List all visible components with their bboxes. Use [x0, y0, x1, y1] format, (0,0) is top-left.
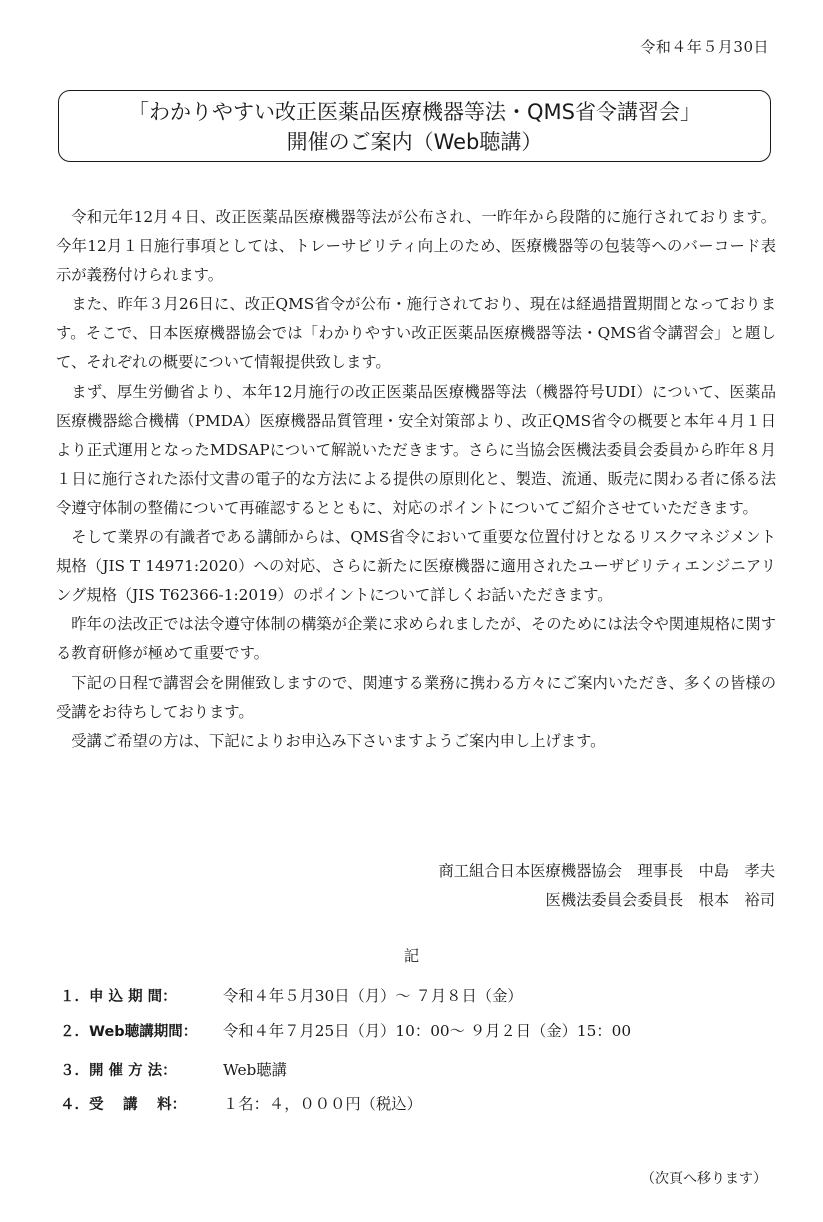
detail-value: Web聴講	[223, 1061, 287, 1079]
signature-block	[438, 857, 775, 915]
detail-item-application-period	[60, 984, 523, 1006]
detail-value: １名：４，０００円（税込）	[223, 1095, 422, 1113]
detail-label: ４．受 講 料：	[60, 1097, 187, 1113]
paragraph: そして業界の有識者である講師からは、QMS省令において重要な位置付けとなるリスクマネジメント規格（JIS T 14971:2020）への対応、さらに新たに医療機器に適用されたユーザビリティエンジニアリング規格（JIS T62366-1:2019）のポイントについて詳しくお話いただきます。	[56, 528, 776, 605]
paragraph: また、昨年３月26日に、改正QMS省令が公布・施行されており、現在は経過措置期間となっております。そこで、日本医療機器協会では「わかりやすい改正医薬品医療機器等法・QMS省令講習会」と題して、それぞれの概要について情報提供致します。	[56, 295, 776, 372]
paragraph: 令和元年12月４日、改正医薬品医療機器等法が公布され、一昨年から段階的に施行されております。今年12月１日施行事項としては、トレーサビリティ向上のため、医療機器等の包装等へのバーコード表示が義務付けられます。	[56, 208, 776, 285]
paragraph: 下記の日程で講習会を開催致しますので、関連する業務に携わる方々にご案内いただき、多くの皆様の受講をお待ちしております。	[56, 673, 776, 721]
ki-heading: 記	[403, 947, 420, 965]
document-date: 令和４年５月30日	[640, 38, 769, 56]
title-line-2: 開催のご案内（Web聴講）	[286, 130, 543, 154]
title-line-1: 「わかりやすい改正医薬品医療機器等法・QMS省令講習会」	[128, 100, 701, 124]
detail-item-method	[60, 1058, 287, 1080]
detail-label: ２．Web聴講期間：	[60, 1024, 198, 1040]
detail-item-fee	[60, 1092, 422, 1114]
detail-value: 令和４年７月25日（月）10：00～ ９月２日（金）15：00	[223, 1022, 632, 1040]
body-text	[56, 203, 776, 756]
paragraph: 昨年の法改正では法令遵守体制の構築が企業に求められましたが、そのためには法令や関連規格に関する教育研修が極めて重要です。	[56, 615, 776, 663]
paragraph: まず、厚生労働省より、本年12月施行の改正医薬品医療機器等法（機器符号UDI）について、医薬品医療機器総合機構（PMDA）医療機器品質管理・安全対策部より、改正QMS省令の概要と本年４月１日より正式運用となったMDSAPについて解説いただきます。さらに当協会医機法委員会委員から昨年８月１日に施行された添付文書の電子的な方法による提供の原則化と、製造、流通、販売に関わる者に係る法令遵守体制の整備について再確認するとともに、対応のポイントについてご紹介させていただきます。	[56, 382, 776, 517]
paragraph: 受講ご希望の方は、下記によりお申込み下さいますようご案内申し上げます。	[71, 731, 606, 750]
detail-label: １．申 込 期 間：	[60, 989, 177, 1005]
continued-note: （次頁へ移ります）	[641, 1171, 767, 1187]
signature-line-2: 医機法委員会委員長 根本 裕司	[545, 891, 775, 909]
title-box	[58, 90, 771, 162]
detail-value: 令和４年５月30日（月）～ ７月８日（金）	[223, 987, 523, 1005]
signature-line-1: 商工組合日本医療機器協会 理事長 中島 孝夫	[438, 862, 775, 880]
detail-label: ３．開 催 方 法：	[60, 1063, 177, 1079]
detail-item-web-period	[60, 1019, 631, 1041]
